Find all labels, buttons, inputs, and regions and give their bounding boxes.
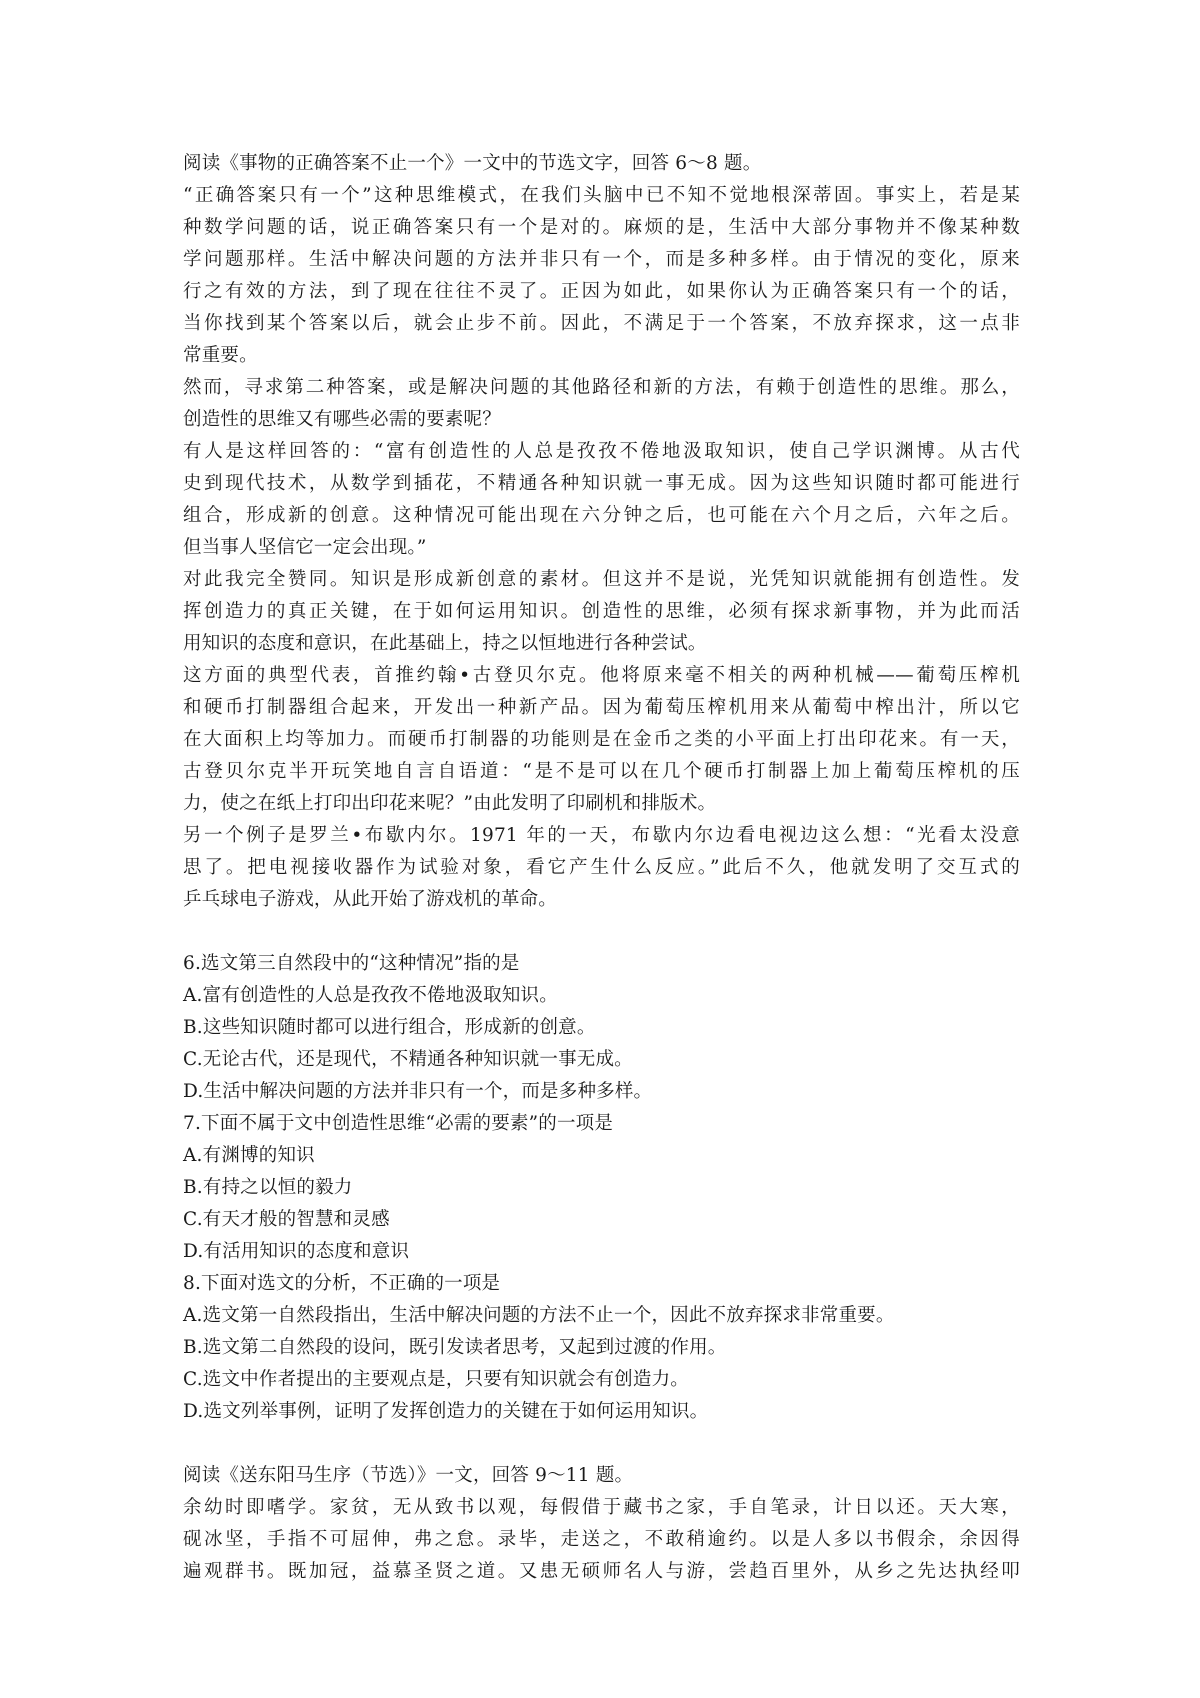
passage-line: 学问题那样。生活中解决问题的方法并非只有一个，而是多种多样。由于情况的变化，原来	[183, 249, 1020, 270]
passage-line: 常重要。	[183, 345, 258, 366]
reading1-intro: 阅读《事物的正确答案不止一个》一文中的节选文字，回答 6～8 题。	[183, 153, 762, 174]
passage-line: 然而，寻求第二种答案，或是解决问题的其他路径和新的方法，有赖于创造性的思维。那么，	[183, 377, 1020, 398]
passage-line: 砚冰坚，手指不可屈伸，弗之怠。录毕，走送之，不敢稍逾约。以是人多以书假余，余因得	[183, 1529, 1020, 1550]
spacer	[183, 916, 1020, 948]
question-option: B.有持之以恒的毅力	[183, 1177, 353, 1198]
passage-line: 创造性的思维又有哪些必需的要素呢？	[183, 409, 501, 430]
question-option: A.有渊博的知识	[183, 1145, 315, 1166]
passage-line: 乒乓球电子游戏，从此开始了游戏机的革命。	[183, 889, 558, 910]
passage-line: 当你找到某个答案以后，就会止步不前。因此，不满足于一个答案，不放弃探求，这一点非	[183, 313, 1020, 334]
question-option: C.无论古代，还是现代，不精通各种知识就一事无成。	[183, 1049, 633, 1070]
question-option: D.有活用知识的态度和意识	[183, 1241, 410, 1262]
question-option: C.有天才般的智慧和灵感	[183, 1209, 390, 1230]
passage-line: 另一个例子是罗兰•布歇内尔。1971 年的一天，布歇内尔边看电视边这么想：“光看太没意	[183, 825, 1020, 846]
question-option: A.选文第一自然段指出，生活中解决问题的方法不止一个，因此不放弃探求非常重要。	[183, 1305, 895, 1326]
question-stem: 6.选文第三自然段中的“这种情况”指的是	[183, 953, 520, 974]
passage-line: 行之有效的方法，到了现在往往不灵了。正因为如此，如果你认为正确答案只有一个的话，	[183, 281, 1020, 302]
passage-line: 和硬币打制器组合起来，开发出一种新产品。因为葡萄压榨机用来从葡萄中榨出汁，所以它	[183, 697, 1020, 718]
passage-line: 思了。把电视接收器作为试验对象，看它产生什么反应。”此后不久，他就发明了交互式的	[183, 857, 1020, 878]
passage-line: 史到现代技术，从数学到插花，不精通各种知识就一事无成。因为这些知识随时都可能进行	[183, 473, 1020, 494]
passage-line: 挥创造力的真正关键，在于如何运用知识。创造性的思维，必须有探求新事物，并为此而活	[183, 601, 1020, 622]
passage-line: 力，使之在纸上打印出印花来呢？”由此发明了印刷机和排版术。	[183, 793, 717, 814]
question-stem: 7.下面不属于文中创造性思维“必需的要素”的一项是	[183, 1113, 614, 1134]
passage-line: 这方面的典型代表，首推约翰•古登贝尔克。他将原来毫不相关的两种机械——葡萄压榨机	[183, 665, 1020, 686]
passage-line: 对此我完全赞同。知识是形成新创意的素材。但这并不是说，光凭知识就能拥有创造性。发	[183, 569, 1020, 590]
question-option: C.选文中作者提出的主要观点是，只要有知识就会有创造力。	[183, 1369, 689, 1390]
passage-line: 组合，形成新的创意。这种情况可能出现在六分钟之后，也可能在六个月之后，六年之后。	[183, 505, 1020, 526]
passage-line: 种数学问题的话，说正确答案只有一个是对的。麻烦的是，生活中大部分事物并不像某种数	[183, 217, 1020, 238]
question-option: D.选文列举事例，证明了发挥创造力的关键在于如何运用知识。	[183, 1401, 709, 1422]
passage-line: 在大面积上均等加力。而硬币打制器的功能则是在金币之类的小平面上打出印花来。有一天，	[183, 729, 1020, 750]
passage-line: 余幼时即嗜学。家贫，无从致书以观，每假借于藏书之家，手自笔录，计日以还。天大寒，	[183, 1497, 1020, 1518]
spacer	[183, 1428, 1020, 1460]
passage-line: 古登贝尔克半开玩笑地自言自语道：“是不是可以在几个硬币打制器上加上葡萄压榨机的压	[183, 761, 1020, 782]
reading2-intro: 阅读《送东阳马生序（节选）》一文，回答 9～11 题。	[183, 1465, 634, 1486]
question-option: A.富有创造性的人总是孜孜不倦地汲取知识。	[183, 985, 558, 1006]
passage-line: 有人是这样回答的：“富有创造性的人总是孜孜不倦地汲取知识，使自己学识渊博。从古代	[183, 441, 1020, 462]
passage-line: 遍观群书。既加冠，益慕圣贤之道。又患无硕师名人与游，尝趋百里外，从乡之先达执经叩	[183, 1561, 1020, 1582]
question-option: B.选文第二自然段的设问，既引发读者思考，又起到过渡的作用。	[183, 1337, 727, 1358]
question-option: B.这些知识随时都可以进行组合，形成新的创意。	[183, 1017, 596, 1038]
question-option: D.生活中解决问题的方法并非只有一个，而是多种多样。	[183, 1081, 653, 1102]
question-stem: 8.下面对选文的分析，不正确的一项是	[183, 1273, 501, 1294]
passage-line: 但当事人坚信它一定会出现。”	[183, 537, 427, 558]
passage-line: 用知识的态度和意识，在此基础上，持之以恒地进行各种尝试。	[183, 633, 707, 654]
passage-line: “正确答案只有一个”这种思维模式，在我们头脑中已不知不觉地根深蒂固。事实上，若是某	[183, 185, 1020, 206]
